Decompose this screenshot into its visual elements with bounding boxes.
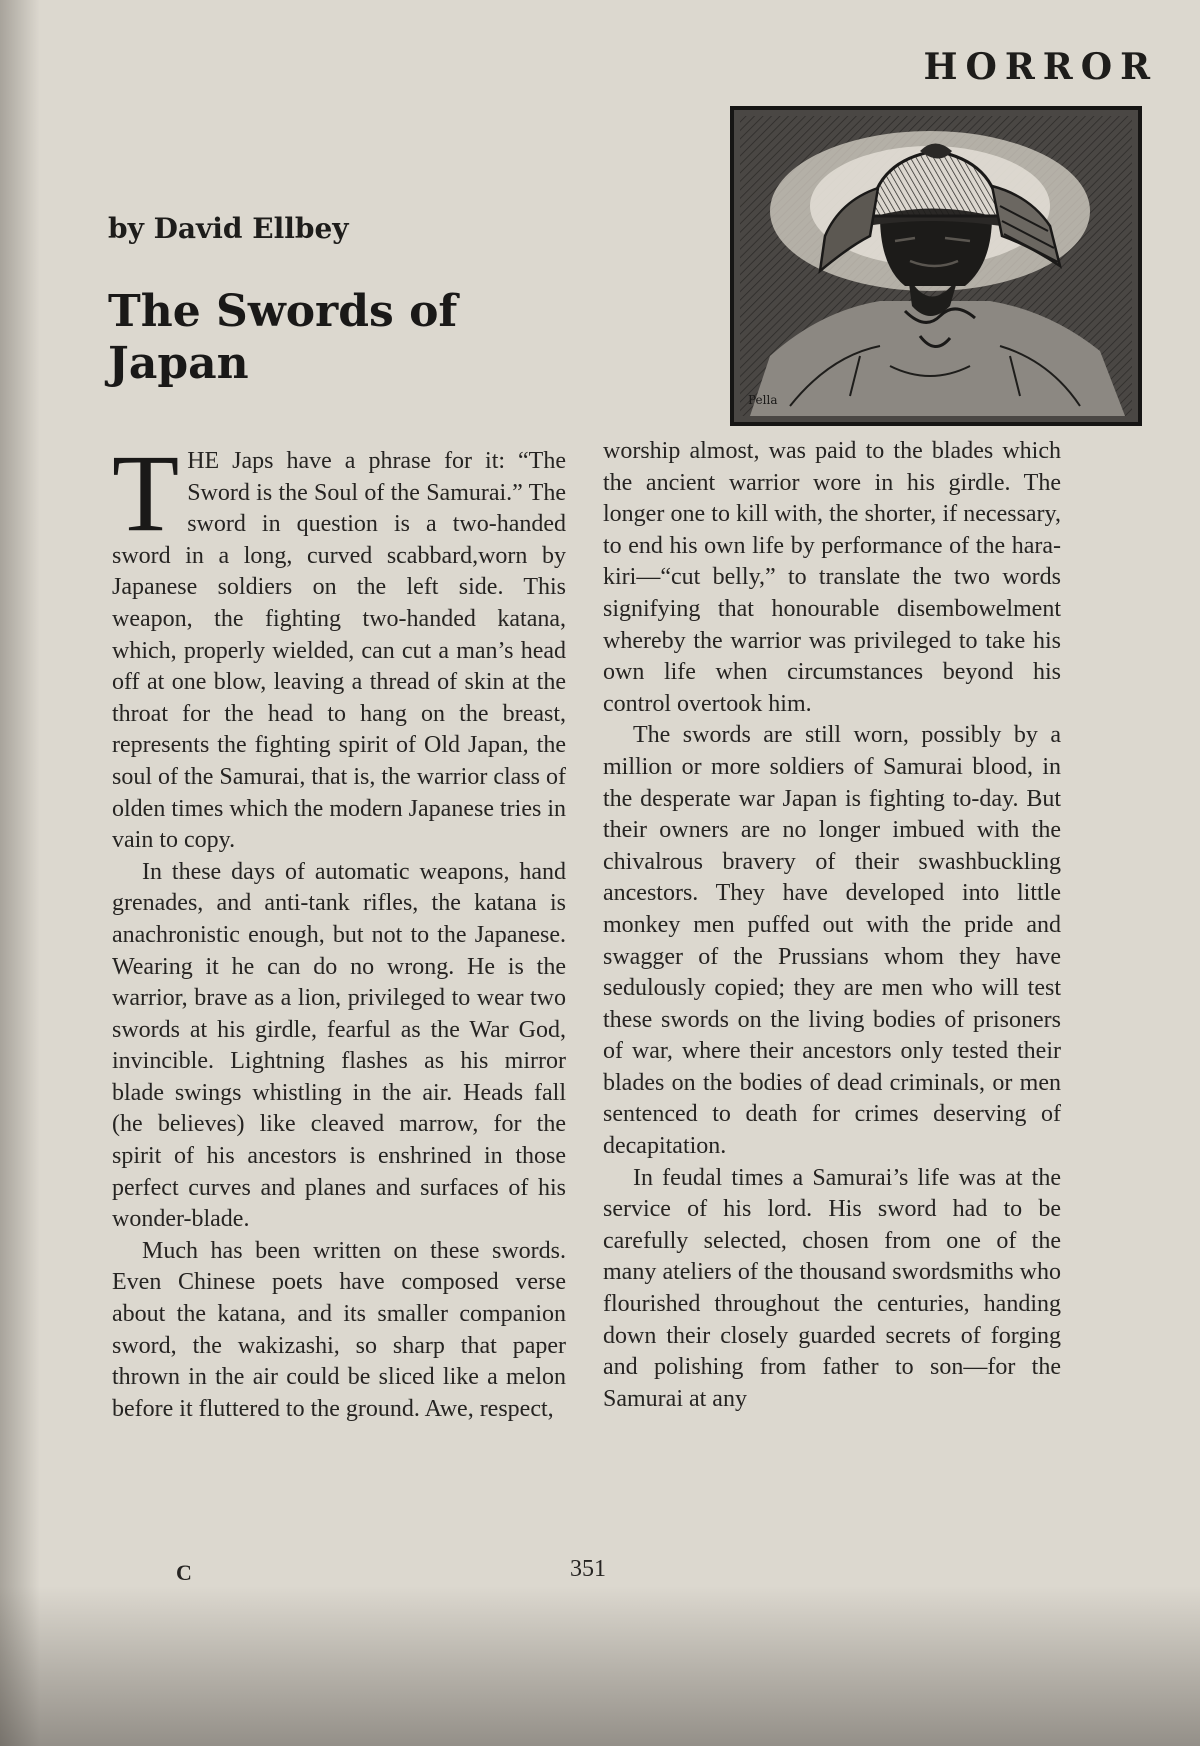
samurai-armor-icon (730, 106, 1142, 426)
samurai-illustration (730, 106, 1142, 426)
article-column-left (112, 432, 566, 1425)
bottom-shadow (0, 1586, 1200, 1746)
paragraph-5: The swords are still worn, possibly by a million or more soldiers of Samurai blood, in the desperate war Japan is fighting to-day. But their owners are no longer imbued with the chivalrous bravery of their swashbuckling ancestors. They have developed into little monkey men puffed out with the pride and swagger of the Prussians whom they have sedulously copied; they are men who will test these swords on the living bodies of prisoners of war, where their ancestors only tested their blades on the bodies of dead criminals, or men sentenced to death for crimes deserving of decapitation. (603, 722, 1061, 1160)
paragraph-1 (112, 432, 566, 857)
article-byline: by David Ellbey (108, 212, 349, 245)
drop-cap: T (112, 432, 180, 554)
section-label: HORROR (923, 46, 1158, 88)
paragraph-2: In these days of automatic weapons, hand grenades, and anti-tank rifles, the katana is anachronistic enough, but not to the Japanese. Wearing it he can do no wrong. He is the warrior, brave as a lion, privileged to wear two swords at his girdle, fearful as the War God, invincible. Lightning flashes as his mirror blade swings whistling in the air. Heads fall (he believes) like cleaved marrow, for the spirit of his ancestors is enshrined in those perfect curves and planes and surfaces of his wonder-blade. (112, 858, 566, 1233)
article-title: The Swords of Japan (108, 286, 458, 389)
printer-signature-mark: C (176, 1560, 192, 1585)
paragraph-3: Much has been written on these swords. Even Chinese poets have composed verse about the katana, and its smaller companion sword, the wakizashi, so sharp that paper thrown in the air could be sliced like a melon before it fluttered to the ground. Awe, respect, (112, 1237, 566, 1422)
page-number: 351 (570, 1556, 606, 1582)
paragraph-4: worship almost, was paid to the blades which the ancient warrior wore in his girdle. The longer one to kill with, the shorter, if necessary, to end his own life by performance of the hara-kiri—“cut belly,” to translate the two words signifying that honourable disembowelment whereby the warrior was privileged to take his own life when circumstances beyond his control overtook him. (603, 438, 1061, 717)
page-gutter-shadow (0, 0, 40, 1746)
article-column-right (603, 436, 1061, 1415)
paragraph-6: In feudal times a Samurai’s life was at the service of his lord. His sword had to be carefully selected, chosen from one of the many ateliers of the thousand swordsmiths who flourished throughout the centuries, handing down their closely guarded secrets of forging and polishing from father to son—for the Samurai at any (603, 1164, 1061, 1412)
artist-signature: Pella (748, 393, 778, 407)
paragraph-1-text: HE Japs have a phrase for it: “The Sword is the Soul of the Samurai.” The sword in question is a two-handed sword in a long, curved scabbard,worn by Japanese soldiers on the left side. This weapon, the fighting two-handed katana, which, properly wielded, can cut a man’s head off at one blow, leaving a thread of skin at the throat for the head to hang on the breast, represents the fighting spirit of Old Japan, the soul of the Samurai, that is, the warrior class of olden times which the modern Japanese tries in vain to copy. (112, 448, 566, 854)
